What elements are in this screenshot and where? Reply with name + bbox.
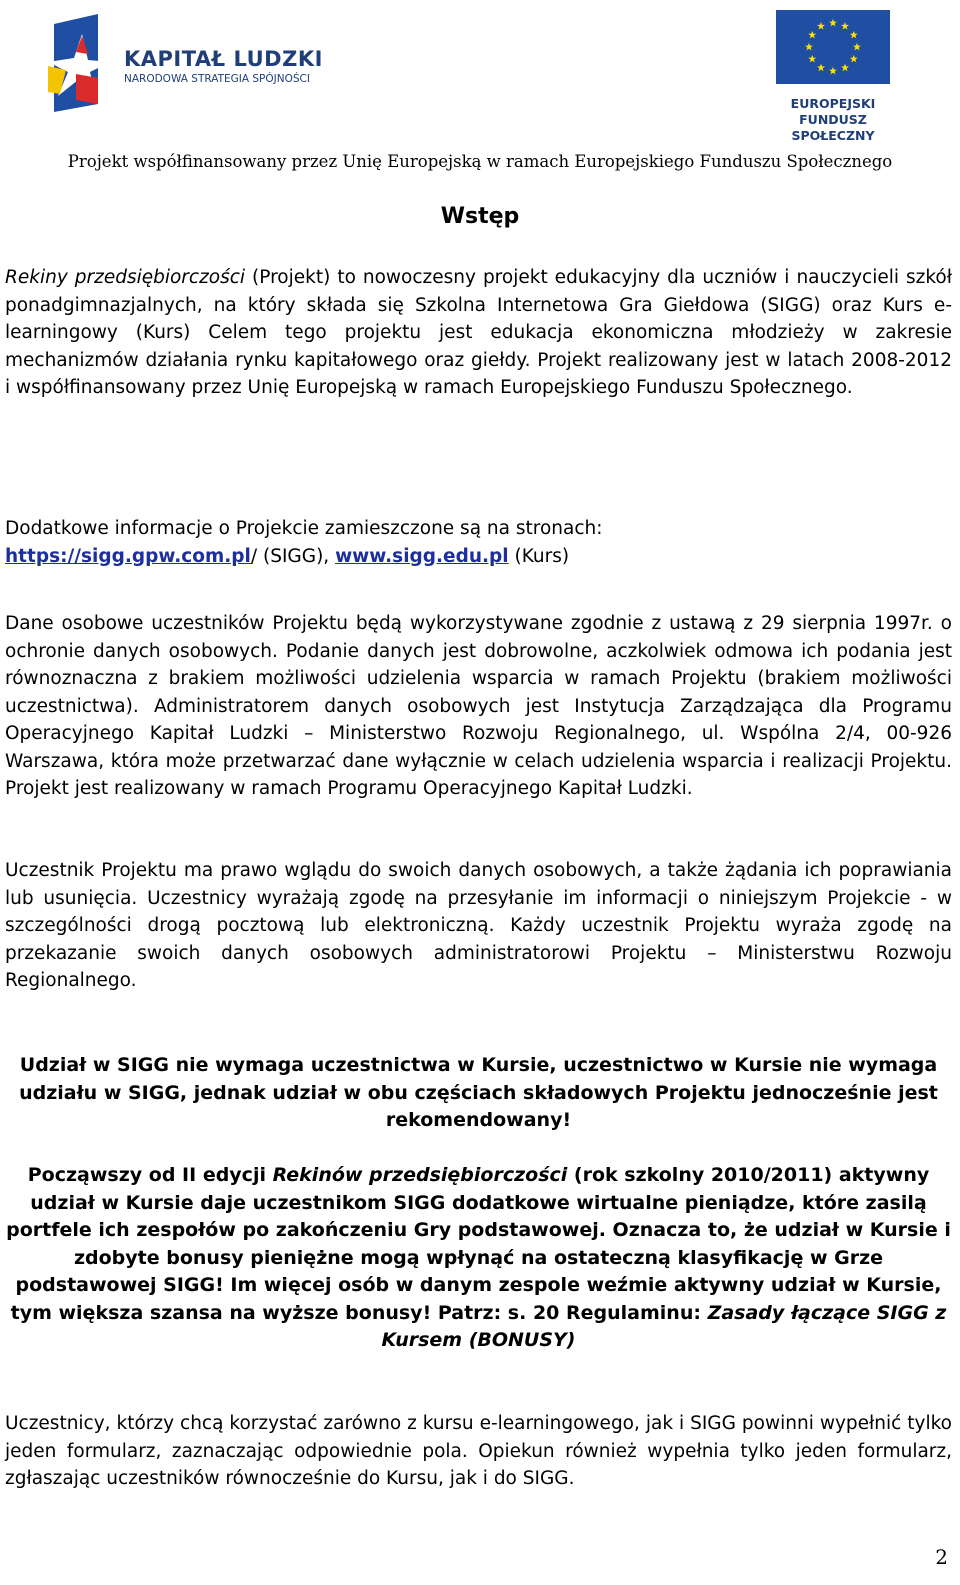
eu-caption bbox=[758, 96, 908, 144]
bonus-note bbox=[5, 1162, 952, 1355]
final-paragraph: Uczestnicy, którzy chcą korzystać zarówno z kursu e-learningowego, jak i SIGG powinni wypełnić tylko jeden formularz, zaznaczając odpowiednie pola. Opiekun również wypełnia tylko jeden formularz, zgłaszając uczestników równocześnie do Kursu, jak i do SIGG. bbox=[5, 1413, 952, 1489]
page-title: Wstęp bbox=[440, 204, 520, 229]
links-paragraph bbox=[5, 515, 952, 570]
kapital-ludzki-emblem-icon bbox=[46, 14, 116, 114]
privacy-paragraph: Dane osobowe uczestników Projektu będą wykorzystywane zgodnie z ustawą z 29 sierpnia 1997r. o ochronie danych osobowych. Podanie danych jest dobrowolne, aczkolwiek odmowa ich podania jest równoznaczna z brakiem możliwości udzielenia wsparcia w ramach Projektu (brakiem możliwości uczestnictwa). Administratorem danych osobowych jest Instytucja Zarządzająca dla Programu Operacyjnego Kapitał Ludzki – Ministerstwo Rozwoju Regionalnego, ul. Wspólna 2/4, 00-926 Warszawa, która może przetwarzać dane wyłącznie w celach udzielenia wsparcia i realizacji Projektu. Projekt jest realizowany w ramach Programu Operacyjnego Kapitał Ludzki. bbox=[5, 613, 952, 799]
link2-suffix: (Kurs) bbox=[508, 545, 570, 567]
recommendation-note: Udział w SIGG nie wymaga uczestnictwa w Kursie, uczestnictwo w Kursie nie wymaga udziału w SIGG, jednak udział w obu częściach składowych Projektu jednocześnie jest rekomendowany! bbox=[19, 1054, 938, 1131]
eu-logo bbox=[758, 10, 918, 143]
eu-flag-icon bbox=[776, 10, 890, 84]
page-number: 2 bbox=[935, 1545, 948, 1569]
bonus-italic1: Rekinów przedsiębiorczości bbox=[272, 1164, 568, 1186]
logo-subtitle: NARODOWA STRATEGIA SPÓJNOŚCI bbox=[124, 73, 310, 85]
intro-text: (Projekt) to nowoczesny projekt edukacyjny dla uczniów i nauczycieli szkół ponadgimnazjalnych, na który składa się Szkolna Internetowa Gra Giełdowa (SIGG) oraz Kurs e-learningowy (Kurs) Celem tego projektu jest edukacja ekonomiczna młodzieży w zakresie mechanizmów działania rynku kapitałowego oraz giełdy. Projekt realizowany jest w latach 2008-2012 i współfinansowany przez Unię Europejską w ramach Europejskiego Funduszu Społecznego. bbox=[5, 267, 952, 398]
eu-caption-line2: SPOŁECZNY bbox=[791, 128, 875, 143]
link1-suffix: / (SIGG), bbox=[250, 545, 336, 567]
rights-paragraph: Uczestnik Projektu ma prawo wglądu do swoich danych osobowych, a także żądania ich poprawiania lub usunięcia. Uczestnicy wyrażają zgodę na przesyłanie im informacji o niniejszym Projekcie - w szczególności drogą pocztową lub elektroniczną. Każdy uczestnik Projektu wyraża zgodę na przekazanie swoich danych osobowych administratorowi Projektu – Ministerstwu Rozwoju Regionalnego. bbox=[5, 860, 952, 991]
logo-title: KAPITAŁ LUDZKI bbox=[124, 47, 323, 71]
bonus-part2: (rok szkolny 2010/2011) aktywny udział w Kursie daje uczestnikom SIGG dodatkowe wirtualne pieniądze, które zasilą portfele ich zespołów po zakończeniu Gry podstawowej. Oznacza to, że udział w Kursie i zdobyte bonusy pieniężne mogą wpłynąć na ostateczną klasyfikację w Grze podstawowej SIGG! Im więcej osób w danym zespole weźmie aktywny udział w Kursie, tym większa szansa na wyższe bonusy! Patrz: s. 20 Regulaminu: bbox=[6, 1164, 951, 1324]
bonus-italic2: Zasady łączące SIGG z Kursem (BONUSY) bbox=[381, 1301, 947, 1351]
links-intro: Dodatkowe informacje o Projekcie zamieszczone są na stronach: bbox=[5, 518, 603, 539]
kapital-ludzki-logo bbox=[46, 14, 336, 114]
cofinancing-note: Projekt współfinansowany przez Unię Europejską w ramach Europejskiego Funduszu Społecznego bbox=[67, 152, 893, 171]
intro-paragraph bbox=[5, 264, 952, 402]
intro-italic-lead: Rekiny przedsiębiorczości bbox=[5, 267, 246, 288]
sigg-gpw-link[interactable]: https://sigg.gpw.com.pl bbox=[5, 545, 251, 567]
eu-caption-line1: EUROPEJSKI FUNDUSZ bbox=[790, 96, 876, 127]
sigg-edu-link[interactable]: www.sigg.edu.pl bbox=[335, 545, 509, 567]
bonus-part1: Począwszy od II edycji bbox=[27, 1164, 273, 1186]
